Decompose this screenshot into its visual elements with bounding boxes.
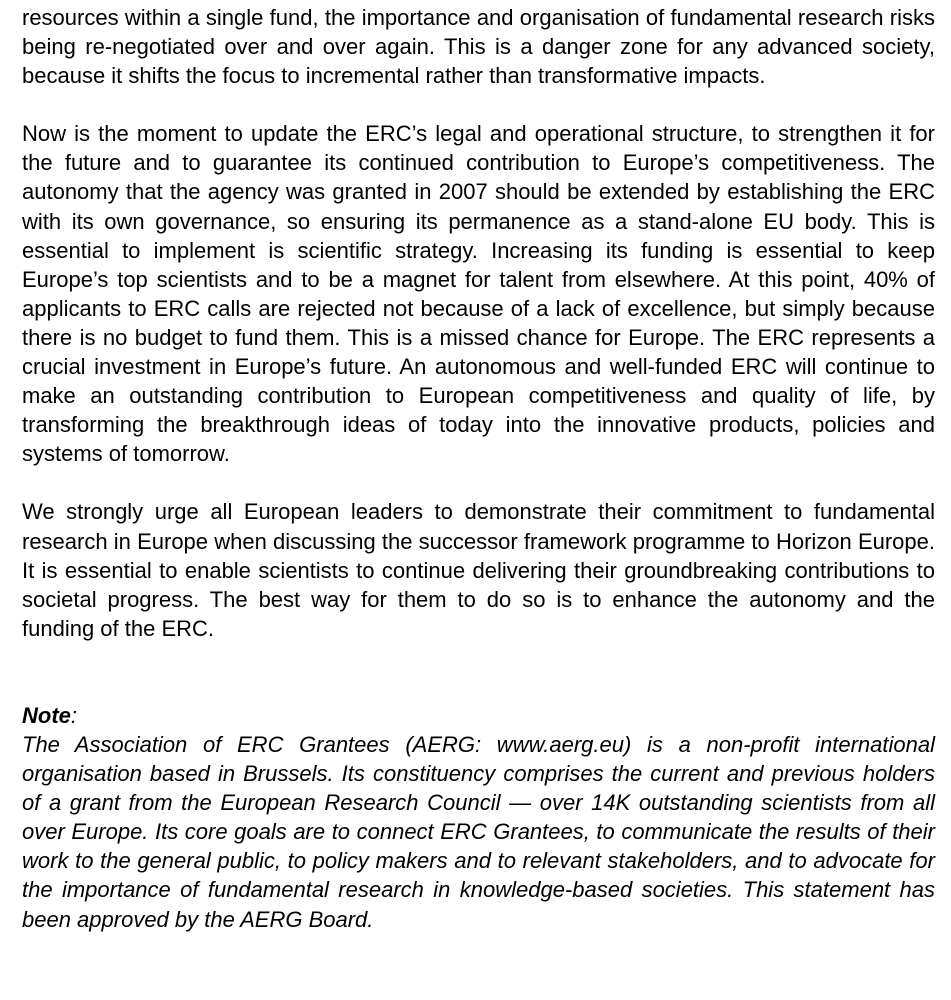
paragraph-call-to-leaders: We strongly urge all European leaders to demonstrate their commitment to fundamental research in Europe when discussing the successor framework programme to Horizon Europe. It is essential to enable scientists to continue delivering their groundbreaking contributions to societal progress. The best way for them to do so is to enhance the autonomy and the funding of the ERC. (22, 499, 935, 641)
paragraph-spacer (22, 468, 935, 497)
paragraph-spacer (22, 90, 935, 119)
paragraph-intro: resources within a single fund, the importance and organisation of fundamental research risks being re-negotiated over and over again. This is a danger zone for any advanced society, because it shifts the focus to incremental rather than transformative impacts. (22, 5, 935, 89)
note-body: The Association of ERC Grantees (AERG: www.aerg.eu) is a non-profit international organisation based in Brussels. Its constituency comprises the current and previous holders of a grant from the European Research Council — over 14K outstanding scientists from all over Europe. Its core goals are to connect ERC Grantees, to communicate the results of their work to the general public, to policy makers and to relevant stakeholders, and to advocate for the importance of fundamental research in knowledge-based societies. This statement has been approved by the AERG Board. (22, 731, 935, 932)
note-label: Note (22, 702, 71, 728)
document-page (22, 3, 935, 934)
note-colon: : (70, 702, 78, 728)
paragraph-erc-structure: Now is the moment to update the ERC’s legal and operational structure, to strengthen it for the future and to guarantee its continued contribution to Europe’s competitiveness. The autonomy that the agency was granted in 2007 should be extended by establishing the ERC with its own governance, so ensuring its permanence as a stand-alone EU body. This is essential to implement is scientific strategy. Increasing its funding is essential to keep Europe’s top scientists and to be a magnet for talent from elsewhere. At this point, 40% of applicants to ERC calls are rejected not because of a lack of excellence, but simply because there is no budget to fund them. This is a missed chance for Europe. The ERC represents a crucial investment in Europe’s future. An autonomous and well-funded ERC will continue to make an outstanding contribution to European competitiveness and quality of life, by transforming the breakthrough ideas of today into the innovative products, policies and systems of tomorrow. (22, 121, 935, 467)
section-spacer (22, 643, 935, 701)
note-heading (22, 701, 935, 730)
